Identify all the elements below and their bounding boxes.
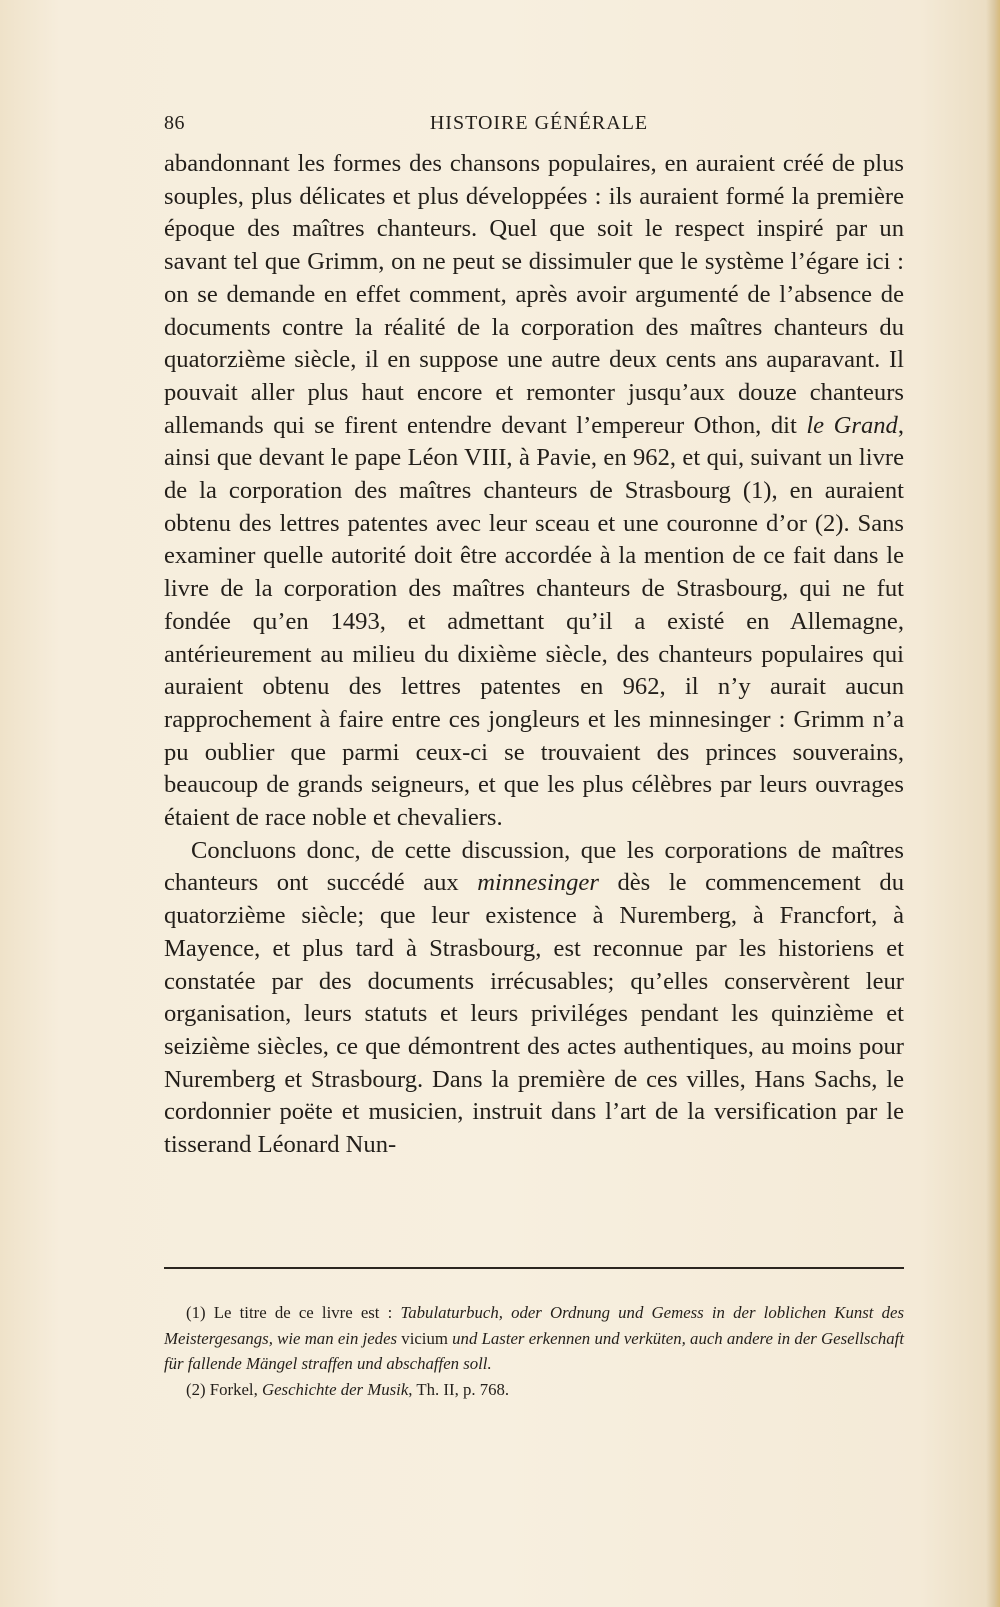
footnote-2 <box>164 1377 904 1403</box>
page-edge-shadow <box>986 0 1000 1607</box>
footnote-2-text-a: (2) Forkel, <box>186 1379 262 1399</box>
paragraph-1-italic: le Grand <box>806 411 898 439</box>
paragraph-1 <box>164 148 904 835</box>
paragraph-2 <box>164 835 904 1162</box>
footnote-2-italic: Geschichte der Musik <box>261 1379 409 1399</box>
body-text <box>164 148 904 1162</box>
page-header <box>164 108 904 142</box>
paragraph-2-text-b: dès le commencement du quatorzième siècle; que leur existence à Nuremberg, à Francfort, à Mayence, et plus tard à Strasbourg, est reconnue par les historiens et constatée par des documents irrécusables; qu’elles conservèrent leur organisation, leurs statuts et leurs priviléges pendant les quinzième et seizième siècles, ce que démontrent des actes authentiques, au moins pour Nuremberg et Strasbourg. Dans la première de ces villes, Hans Sachs, le cordonnier poëte et musicien, instruit dans l’art de la versification par le tisserand Léonard Nun- <box>164 869 904 1159</box>
footnote-2-text-b: , Th. II, p. 768. <box>408 1379 510 1399</box>
running-head: HISTOIRE GÉNÉRALE <box>429 112 649 134</box>
footnote-1-italic-b: und Laster erkennen und verküten, auch andere in der Gesellschaft für fallende Mängel straffen und abschaffen soll. <box>164 1328 904 1373</box>
page-number: 86 <box>164 112 185 134</box>
paragraph-1-text-a: abandonnant les formes des chansons populaires, en auraient créé de plus souples, plus délicates et plus développées : ils auraient formé la première époque des maîtres chanteurs. Quel que soit le respect inspiré par un savant tel que Grimm, on ne peut se dissimuler que le système l’égare ici : on se demande en effet comment, après avoir argumenté de l’absence de documents contre la réalité de la corporation des maîtres chanteurs du quatorzième siècle, il en suppose une autre deux cents ans auparavant. Il pouvait aller plus haut encore et remonter jusqu’aux douze chanteurs allemands qui se firent entendre devant l’empereur Othon, dit <box>164 150 904 439</box>
paragraph-1-text-b: , ainsi que devant le pape Léon VIII, à Pavie, en 962, et qui, suivant un livre de la corporation des maîtres chanteurs de Strasbourg (1), en auraient obtenu des lettres patentes avec leur sceau et une couronne d’or (2). Sans examiner quelle autorité doit être accordée à la mention de ce fait dans le livre de la corporation des maîtres chanteurs de Strasbourg, qui ne fut fondée qu’en 1493, et admettant qu’il a existé en Allemagne, antérieurement au milieu du dixième siècle, des chanteurs populaires qui auraient obtenu des lettres patentes en 962, il n’y aurait aucun rapprochement à faire entre ces jongleurs et les minnesinger : Grimm n’a pu oublier que parmi ceux-ci se trouvaient des princes souverains, beaucoup de grands seigneurs, et que les plus célèbres par leurs ouvrages étaient de race noble et chevaliers. <box>164 411 905 832</box>
footnote-1-italic-a: Tabulaturbuch, oder Ordnung und Gemess in der loblichen Kunst des Meistergesangs, wie man ein jedes <box>164 1303 904 1348</box>
footnote-1 <box>164 1300 904 1377</box>
paragraph-2-italic: minnesinger <box>477 869 599 897</box>
paragraph-2-text-a: Concluons donc, de cette discussion, que les corporations de maîtres chanteurs ont succédé aux <box>164 836 904 897</box>
footnote-rule <box>164 1267 904 1269</box>
footnotes <box>164 1300 904 1402</box>
footnote-1-text-b: vicium <box>397 1328 453 1348</box>
footnote-1-text-a: (1) Le titre de ce livre est : <box>186 1303 401 1322</box>
